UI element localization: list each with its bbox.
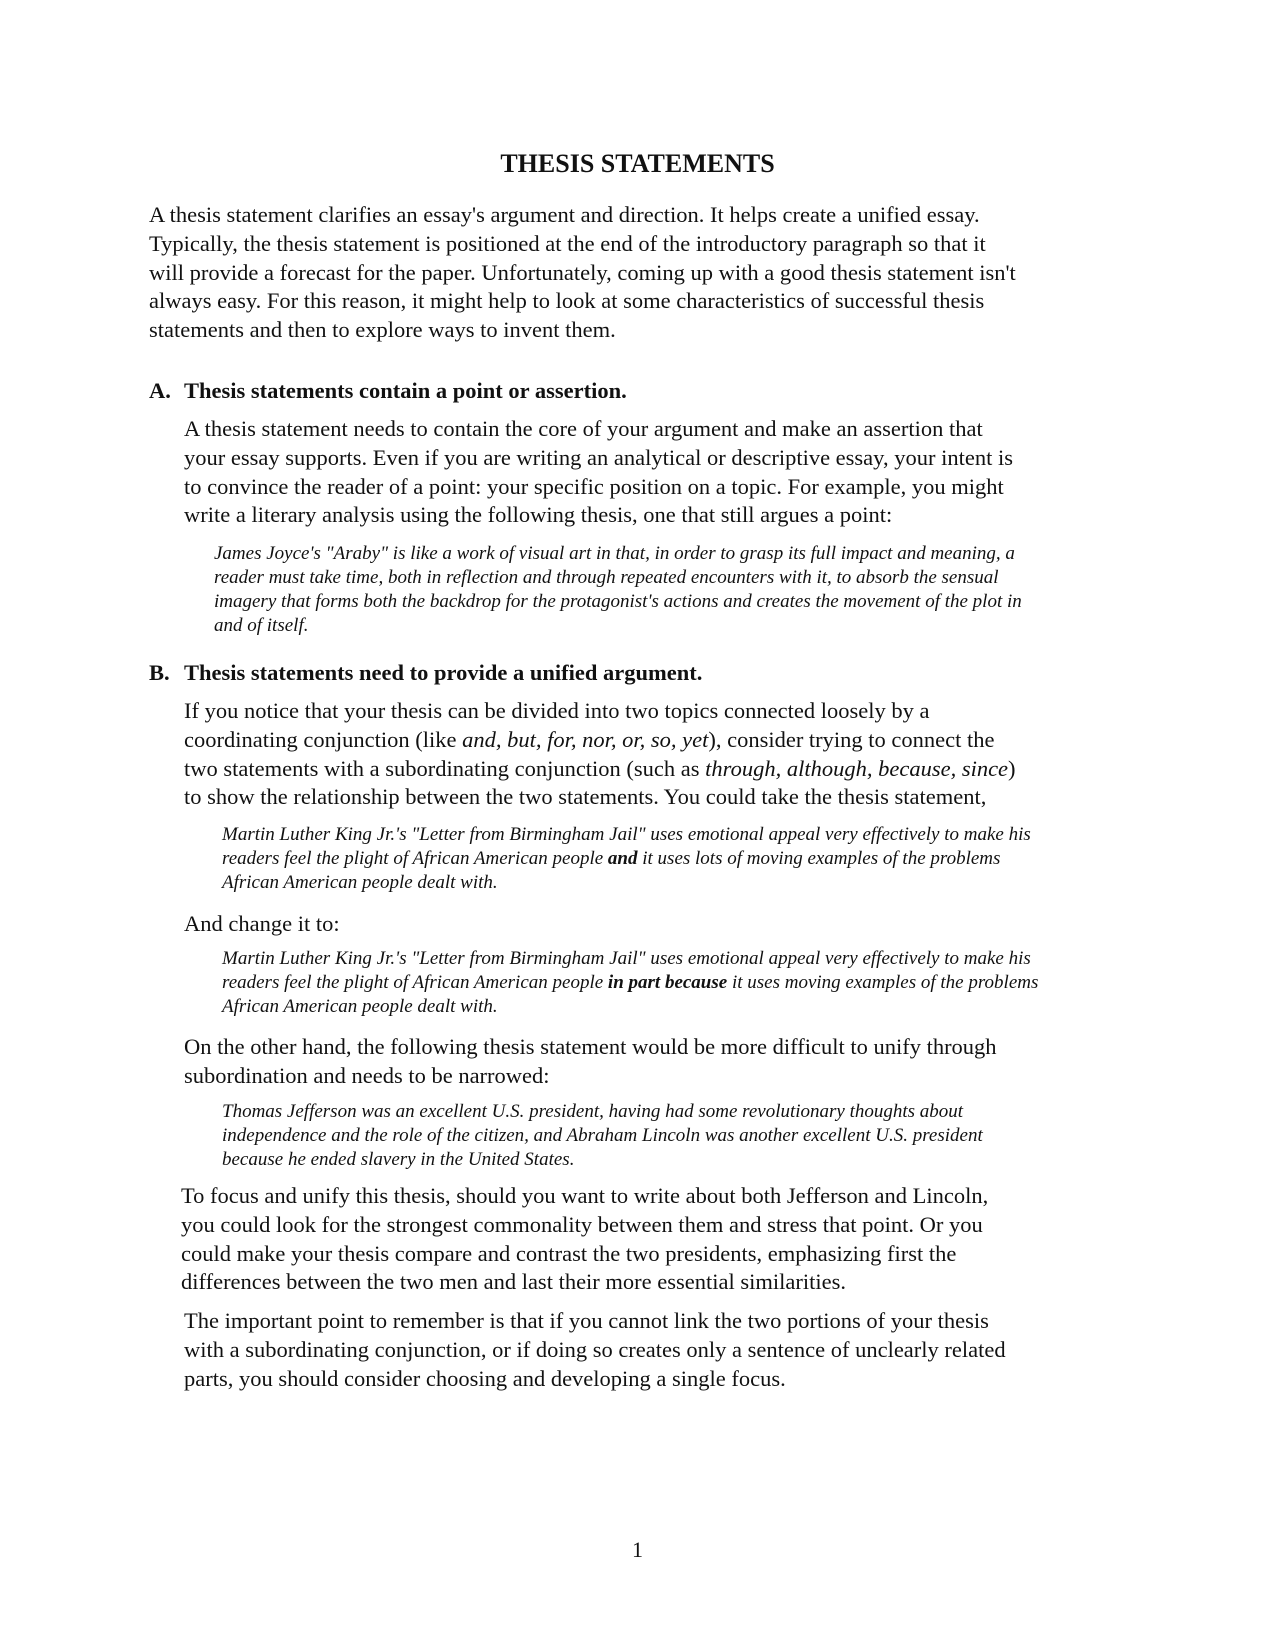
section-a-example-quote bbox=[214, 542, 1022, 638]
example-line: African American people dealt with. bbox=[222, 872, 498, 893]
intro-paragraph bbox=[149, 201, 1016, 345]
emphasis-and: and bbox=[607, 848, 638, 869]
section-a-line: A thesis statement needs to contain the core of your argument and make an assertion that bbox=[184, 416, 983, 441]
example-line: Martin Luther King Jr.'s "Letter from Birmingham Jail" uses emotional appeal very effectively to make his bbox=[222, 948, 1031, 969]
other-hand-line: subordination and needs to be narrowed: bbox=[184, 1062, 550, 1088]
section-b-line: If you notice that your thesis can be divided into two topics connected loosely by a bbox=[184, 698, 930, 723]
intro-line: always easy. For this reason, it might help to look at some characteristics of successful thesis bbox=[149, 288, 985, 314]
example-line: Martin Luther King Jr.'s "Letter from Birmingham Jail" uses emotional appeal very effectively to make his bbox=[222, 824, 1031, 845]
subordinating-conjunctions: through, although, because, since bbox=[705, 755, 1009, 781]
intro-line: Typically, the thesis statement is positioned at the end of the introductory paragraph so that it bbox=[149, 230, 986, 256]
text-run: it uses moving examples of the problems bbox=[727, 972, 1039, 993]
other-hand-paragraph bbox=[184, 1033, 997, 1091]
example-3-quote bbox=[222, 1100, 983, 1172]
example-line: independence and the role of the citizen, and Abraham Lincoln was another excellent U.S. president bbox=[222, 1125, 983, 1146]
example-line: imagery that forms both the backdrop for the protagonist's actions and creates the movement of the plot in bbox=[214, 591, 1022, 612]
section-a-title: Thesis statements contain a point or assertion. bbox=[184, 378, 627, 403]
section-a-line: write a literary analysis using the following thesis, one that still argues a point: bbox=[184, 502, 893, 528]
focus-line: you could look for the strongest commonality between them and stress that point. Or you bbox=[181, 1211, 983, 1237]
example-line bbox=[222, 847, 1031, 871]
focus-line: To focus and unify this thesis, should you want to write about both Jefferson and Lincoln, bbox=[181, 1183, 989, 1208]
remember-paragraph bbox=[184, 1307, 1006, 1393]
text-run: ) bbox=[1008, 755, 1016, 781]
example-line: and of itself. bbox=[214, 615, 309, 636]
intro-line: statements and then to explore ways to invent them. bbox=[149, 317, 616, 343]
coordinating-conjunctions: and, but, for, nor, or, so, yet bbox=[462, 726, 709, 752]
section-b-line: to show the relationship between the two statements. You could take the thesis statement, bbox=[184, 784, 987, 810]
section-b-letter: B. bbox=[149, 660, 170, 685]
section-a-line: your essay supports. Even if you are writing an analytical or descriptive essay, your intent is bbox=[184, 444, 1013, 470]
focus-line: could make your thesis compare and contrast the two presidents, emphasizing first the bbox=[181, 1240, 957, 1266]
text-run: readers feel the plight of African American people bbox=[222, 848, 608, 869]
section-b-heading bbox=[149, 659, 702, 687]
section-b-line bbox=[184, 726, 1016, 755]
example-line: because he ended slavery in the United States. bbox=[222, 1149, 575, 1170]
text-run: it uses lots of moving examples of the problems bbox=[637, 848, 1001, 869]
text-run: two statements with a subordinating conjunction (such as bbox=[184, 755, 706, 781]
other-hand-line: On the other hand, the following thesis statement would be more difficult to unify through bbox=[184, 1034, 997, 1059]
section-a-body bbox=[184, 415, 1013, 530]
page-title: THESIS STATEMENTS bbox=[500, 149, 775, 178]
example-line: African American people dealt with. bbox=[222, 996, 498, 1017]
section-a-letter: A. bbox=[149, 378, 171, 403]
example-line: reader must take time, both in reflection and through repeated encounters with it, to absorb the sensual bbox=[214, 567, 999, 588]
text-run: ), consider trying to connect the bbox=[708, 726, 995, 752]
intro-line: will provide a forecast for the paper. Unfortunately, coming up with a good thesis statement isn't bbox=[149, 259, 1016, 285]
section-b-title: Thesis statements need to provide a unified argument. bbox=[184, 660, 703, 685]
intro-line: A thesis statement clarifies an essay's argument and direction. It helps create a unified essay. bbox=[149, 202, 980, 227]
example-1-quote bbox=[222, 823, 1031, 895]
section-a-line: to convince the reader of a point: your specific position on a topic. For example, you might bbox=[184, 473, 1004, 499]
emphasis-in-part-because: in part because bbox=[607, 972, 728, 993]
text-run: coordinating conjunction (like bbox=[184, 726, 463, 752]
example-line: Thomas Jefferson was an excellent U.S. president, having had some revolutionary thoughts about bbox=[222, 1101, 964, 1122]
page-number: 1 bbox=[632, 1537, 643, 1562]
focus-line: differences between the two men and last their more essential similarities. bbox=[181, 1269, 846, 1295]
section-b-line bbox=[184, 755, 1016, 784]
remember-line: with a subordinating conjunction, or if doing so creates only a sentence of unclearly related bbox=[184, 1336, 1006, 1362]
remember-line: parts, you should consider choosing and developing a single focus. bbox=[184, 1365, 786, 1391]
example-2-quote bbox=[222, 947, 1038, 1019]
example-line bbox=[222, 971, 1038, 995]
section-a-heading bbox=[149, 377, 627, 405]
change-label-text: And change it to: bbox=[184, 911, 340, 936]
text-run: readers feel the plight of African American people bbox=[222, 972, 608, 993]
example-line: James Joyce's "Araby" is like a work of visual art in that, in order to grasp its full impact and meaning, a bbox=[214, 543, 1015, 564]
change-label bbox=[184, 910, 340, 939]
section-b-body bbox=[184, 697, 1016, 812]
focus-paragraph bbox=[181, 1182, 988, 1297]
remember-line: The important point to remember is that if you cannot link the two portions of your thesis bbox=[184, 1308, 989, 1333]
